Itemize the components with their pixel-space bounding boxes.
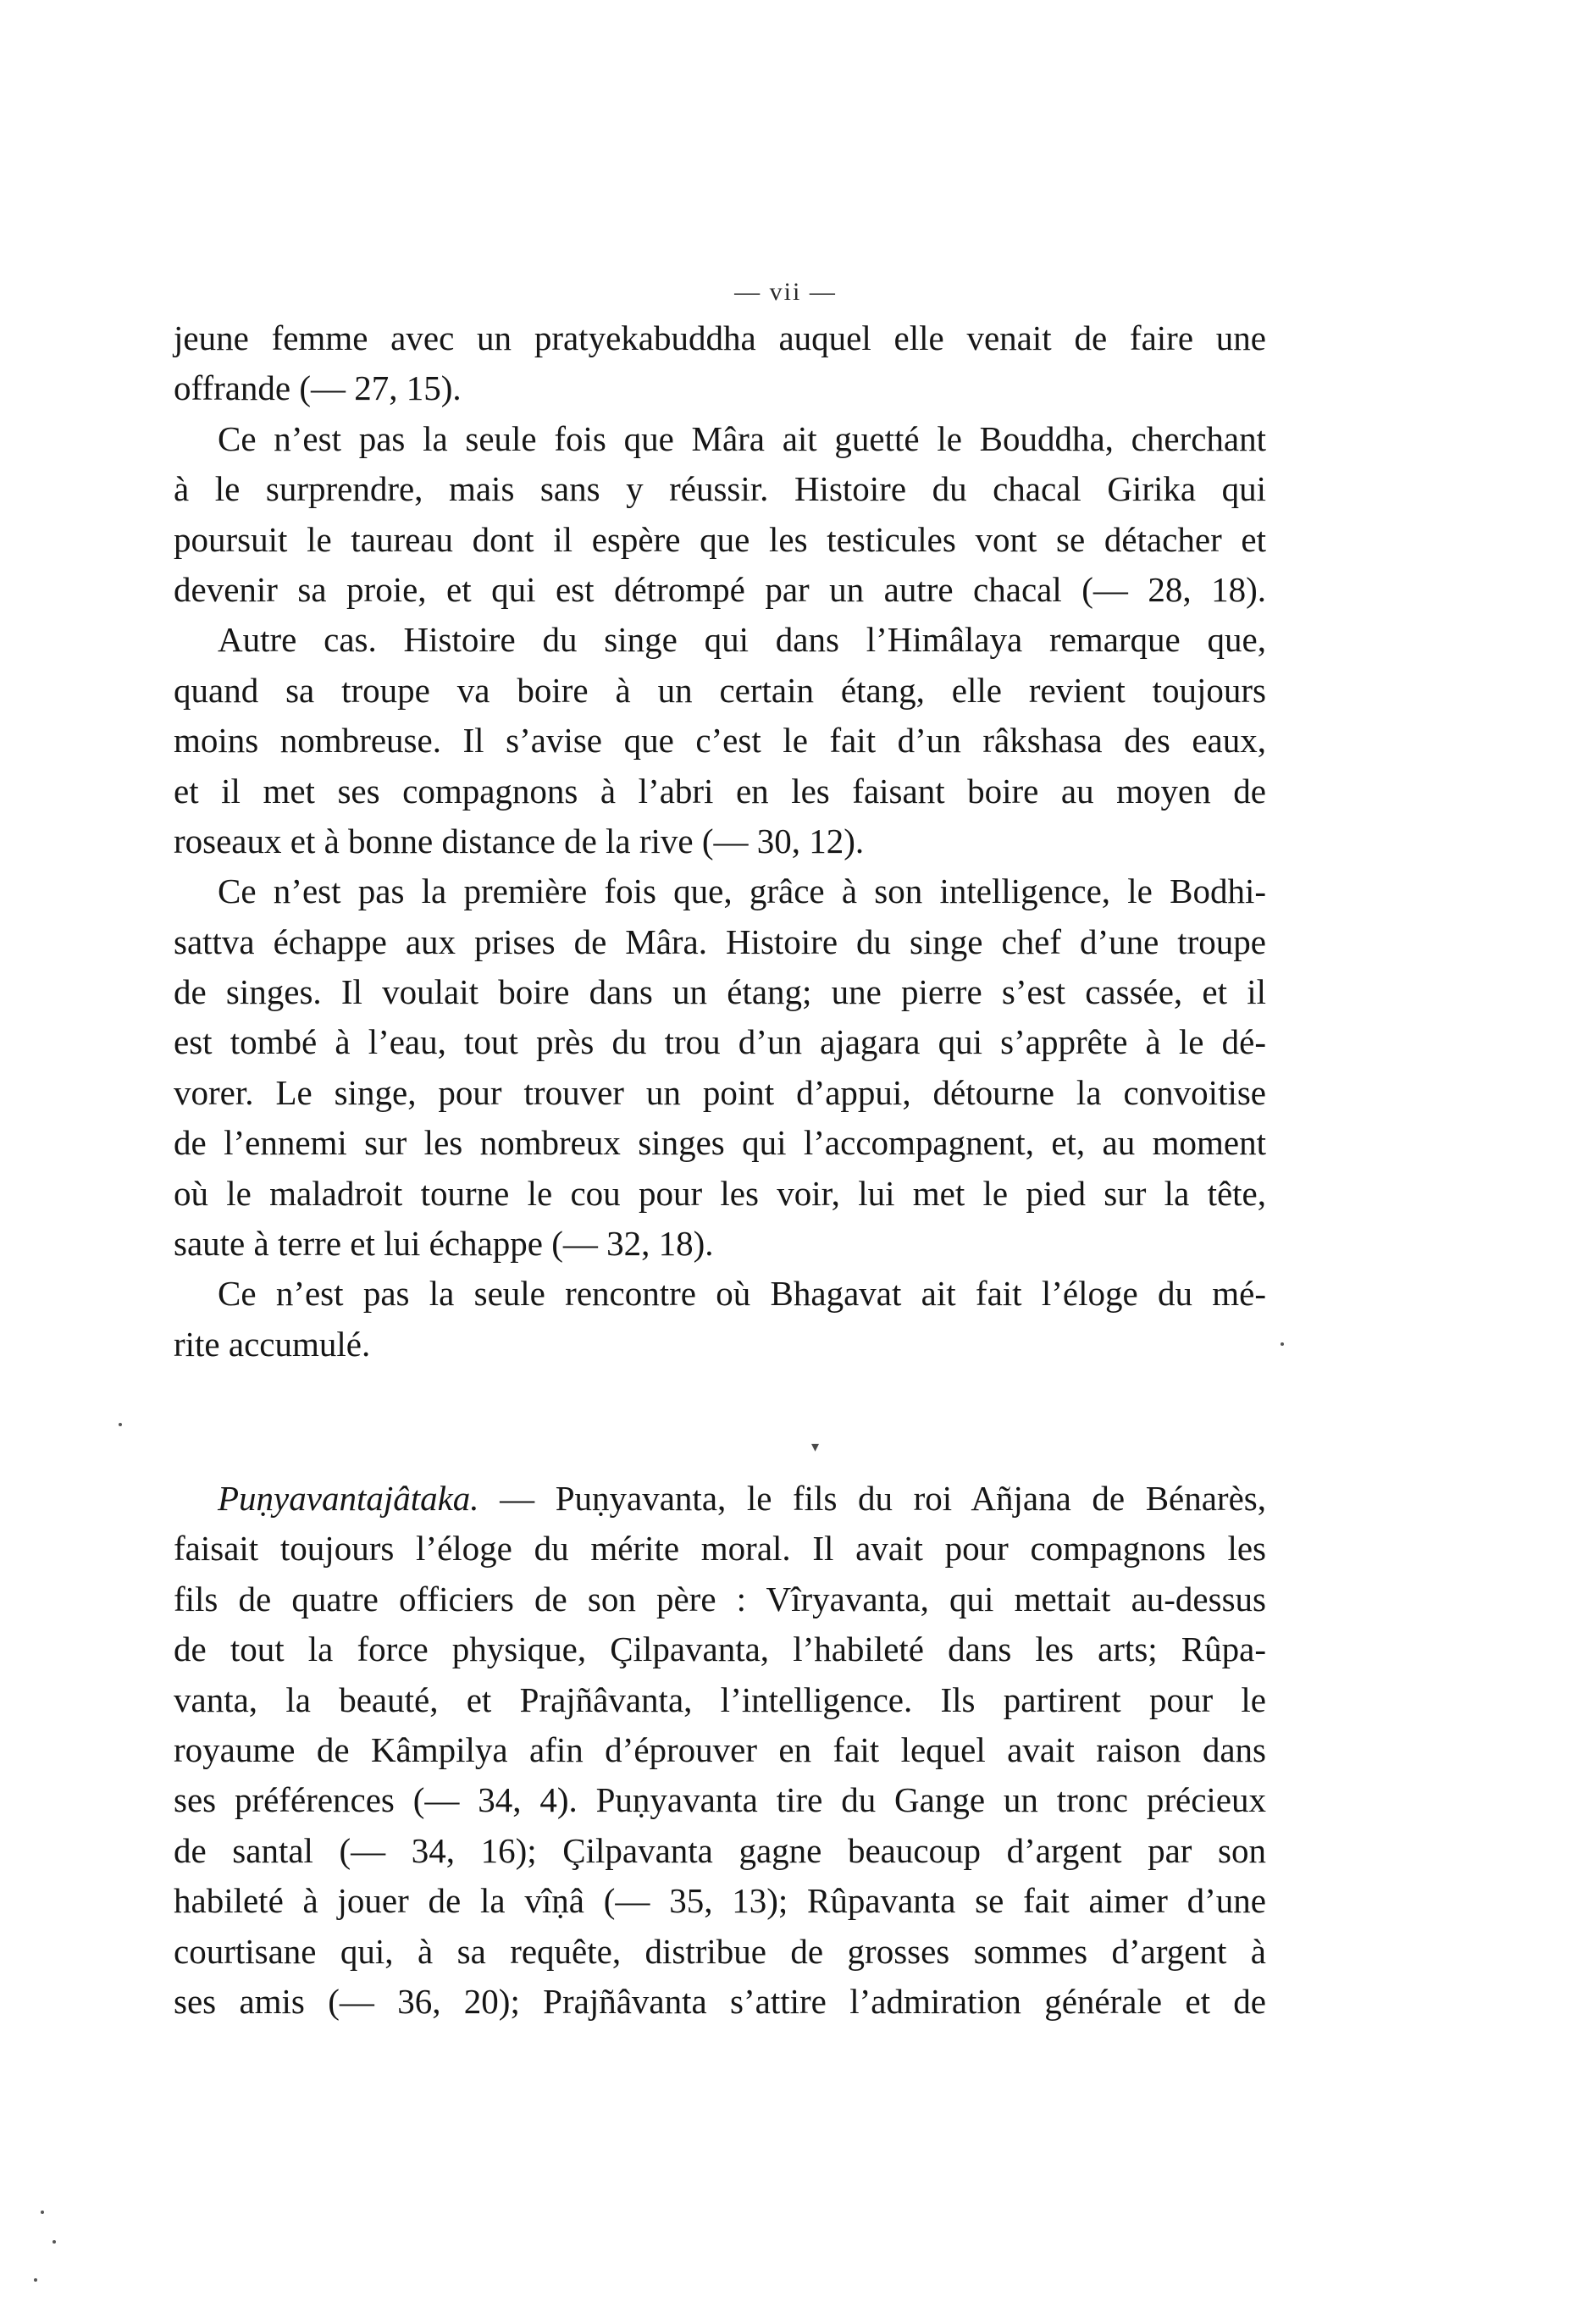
- text-line: royaume de Kâmpilya afin d’éprouver en fait lequel avait raison dans: [174, 1729, 1266, 1769]
- scan-speck: [41, 2211, 44, 2214]
- text-line: Ce n’est pas la seule rencontre où Bhagavat ait fait l’éloge du mé-: [218, 1274, 1266, 1314]
- section-title: Puṇyavantajâtaka.: [218, 1479, 479, 1518]
- text-section-1: [174, 313, 1266, 1370]
- text-line: vanta, la beauté, et Prajñâvanta, l’intelligence. Ils partirent pour le: [174, 1679, 1266, 1719]
- section-title-line: [174, 1474, 1266, 1524]
- scan-speck: [34, 2278, 37, 2282]
- text-section-2: [174, 1474, 1266, 2027]
- text-line: jeune femme avec un pratyekabuddha auquel elle venait de faire une: [174, 318, 1266, 357]
- text-line: vorer. Le singe, pour trouver un point d’appui, détourne la convoitise: [174, 1072, 1266, 1112]
- text-line: moins nombreuse. Il s’avise que c’est le fait d’un râkshasa des eaux,: [174, 721, 1266, 761]
- text-line: devenir sa proie, et qui est détrompé par un autre chacal (— 28, 18).: [174, 569, 1266, 609]
- text-line: où le maladroit tourne le cou pour les voir, lui met le pied sur la tête,: [174, 1173, 1266, 1213]
- decorative-mark: ▾: [811, 1438, 820, 1455]
- page-number: — vii —: [734, 278, 837, 306]
- text-line: de singes. Il voulait boire dans un étang; une pierre s’est cassée, et il: [174, 972, 1266, 1012]
- text-line: habileté à jouer de la vîṇâ (— 35, 13); Rûpavanta se fait aimer d’une: [174, 1881, 1266, 1921]
- text-line: de tout la force physique, Çilpavanta, l’habileté dans les arts; Rûpa-: [174, 1630, 1266, 1669]
- text-line: faisait toujours l’éloge du mérite moral. Il avait pour compagnons les: [174, 1529, 1266, 1569]
- text-line: roseaux et à bonne distance de la rive (— 30, 12).: [174, 821, 865, 860]
- text-line: de l’ennemi sur les nombreux singes qui l’accompagnent, et, au moment: [174, 1123, 1266, 1163]
- text-line: Ce n’est pas la seule fois que Mâra ait guetté le Bouddha, cherchant: [218, 418, 1266, 458]
- text-line: Ce n’est pas la première fois que, grâce à son intelligence, le Bodhi-: [218, 872, 1266, 911]
- text-line: et il met ses compagnons à l’abri en les faisant boire au moyen de: [174, 771, 1266, 811]
- text-line: courtisane qui, à sa requête, distribue de grosses sommes d’argent à: [174, 1931, 1266, 1971]
- text-line: à le surprendre, mais sans y réussir. Histoire du chacal Girika qui: [174, 469, 1266, 509]
- text-line: Autre cas. Histoire du singe qui dans l’Himâlaya remarque que,: [218, 620, 1266, 660]
- text-line: sattva échappe aux prises de Mâra. Histoire du singe chef d’une troupe: [174, 921, 1266, 961]
- text-line: saute à terre et lui échappe (— 32, 18).: [174, 1224, 714, 1264]
- text-line-rest: — Puṇyavanta, le fils du roi Añjana de Bénarès,: [478, 1479, 1266, 1518]
- text-line: est tombé à l’eau, tout près du trou d’un ajagara qui s’apprête à le dé-: [174, 1022, 1266, 1062]
- text-line: ses préférences (— 34, 4). Puṇyavanta tire du Gange un tronc précieux: [174, 1780, 1266, 1820]
- scan-speck: [1281, 1342, 1284, 1346]
- text-line: fils de quatre officiers de son père : Vîryavanta, qui mettait au-dessus: [174, 1579, 1266, 1618]
- scan-speck: [53, 2240, 56, 2244]
- text-line: ses amis (— 36, 20); Prajñâvanta s’attire l’admiration générale et de: [174, 1981, 1266, 2021]
- text-line: offrande (— 27, 15).: [174, 368, 462, 408]
- text-line: rite accumulé.: [174, 1324, 371, 1364]
- text-line: quand sa troupe va boire à un certain étang, elle revient toujours: [174, 670, 1266, 710]
- text-line: poursuit le taureau dont il espère que les testicules vont se détacher et: [174, 519, 1266, 559]
- text-line: de santal (— 34, 16); Çilpavanta gagne beaucoup d’argent par son: [174, 1830, 1266, 1870]
- scan-speck: [119, 1423, 122, 1426]
